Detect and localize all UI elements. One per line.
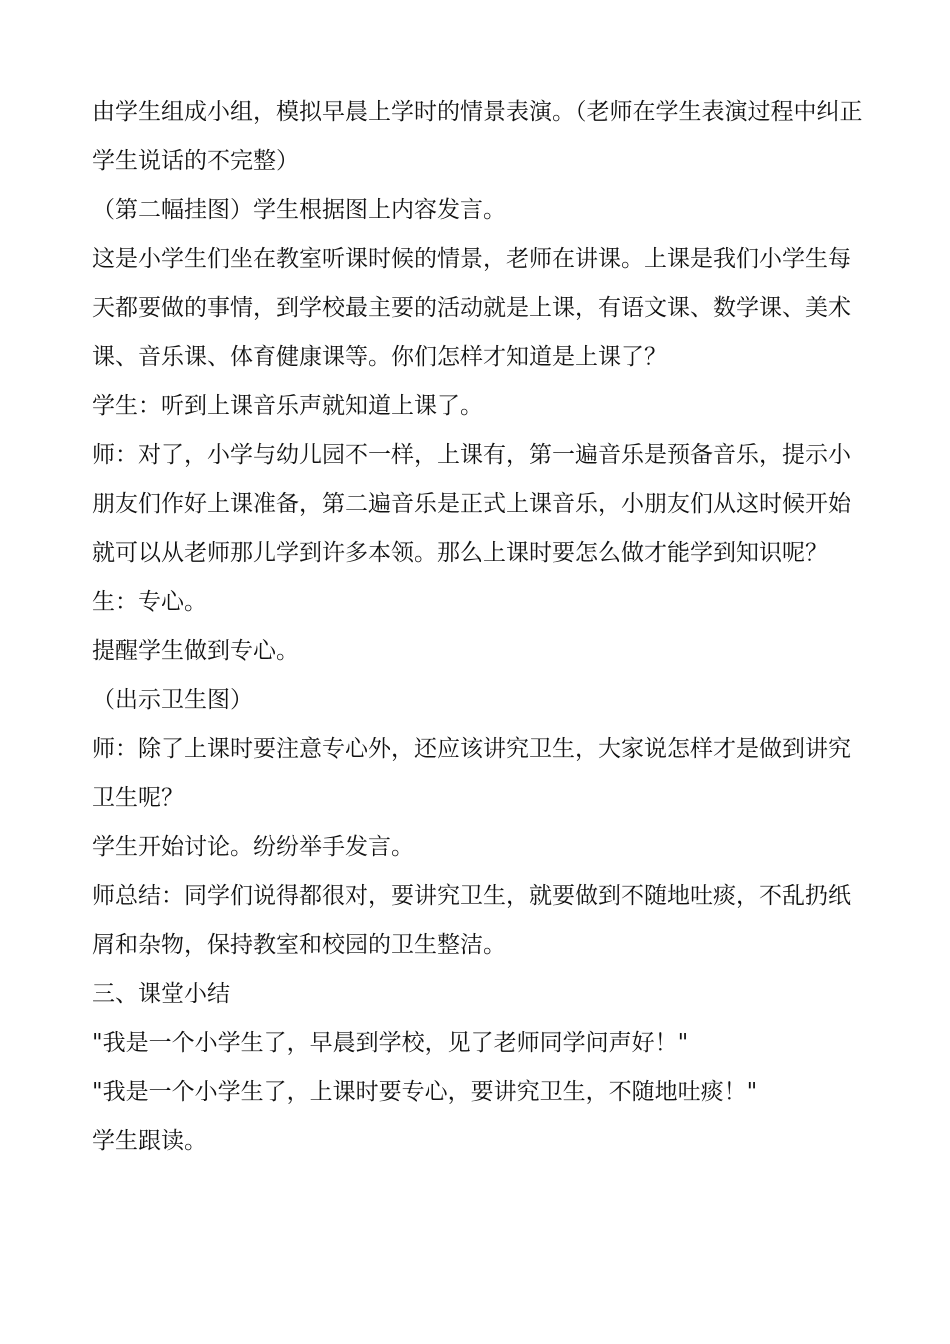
- paragraph-students-read-along: 学生跟读。: [92, 1128, 207, 1154]
- paragraph-student-answer-music: 学生：听到上课音乐声就知道上课了。: [92, 393, 483, 419]
- paragraph-classroom-scene: 这是小学生们坐在教室听课时候的情景，老师在讲课。上课是我们小学生每天都要做的事情，到学校最主要的活动就是上课，有语文课、数学课、美术课、音乐课、体育健康课等。你们怎样才知道是上课了？: [92, 246, 851, 370]
- paragraph-teacher-summary: 师总结：同学们说得都很对，要讲究卫生，就要做到不随地吐痰，不乱扔纸屑和杂物，保持教室和校园的卫生整洁。: [92, 883, 851, 958]
- paragraph-teacher-hygiene-question: 师：除了上课时要注意专心外，还应该讲究卫生，大家说怎样才是做到讲究卫生呢？: [92, 736, 851, 811]
- paragraph-remind-focus: 提醒学生做到专心。: [92, 638, 299, 664]
- paragraph-chant-greeting: "我是一个小学生了，早晨到学校，见了老师同学问声好！": [92, 1030, 689, 1056]
- paragraph-second-picture: （第二幅挂图）学生根据图上内容发言。: [92, 197, 506, 223]
- paragraph-student-discussion: 学生开始讨论。纷纷举手发言。: [92, 834, 414, 860]
- paragraph-teacher-bell-explanation: 师：对了，小学与幼儿园不一样，上课有，第一遍音乐是预备音乐，提示小朋友们作好上课准备，第二遍音乐是正式上课音乐，小朋友们从这时候开始就可以从老师那儿学到许多本领。那么上课时要怎么做才能学到知识呢？: [92, 442, 851, 566]
- document-body: [92, 88, 872, 1166]
- paragraph-student-answer-focus: 生：专心。: [92, 589, 207, 615]
- section-heading-class-summary: 三、课堂小结: [92, 981, 230, 1007]
- paragraph-chant-focus-hygiene: "我是一个小学生了，上课时要专心，要讲究卫生，不随地吐痰！": [92, 1079, 758, 1105]
- paragraph-hygiene-picture: （出示卫生图）: [92, 687, 253, 713]
- paragraph-group-performance: 由学生组成小组，模拟早晨上学时的情景表演。（老师在学生表演过程中纠正学生说话的不完整）: [92, 99, 863, 174]
